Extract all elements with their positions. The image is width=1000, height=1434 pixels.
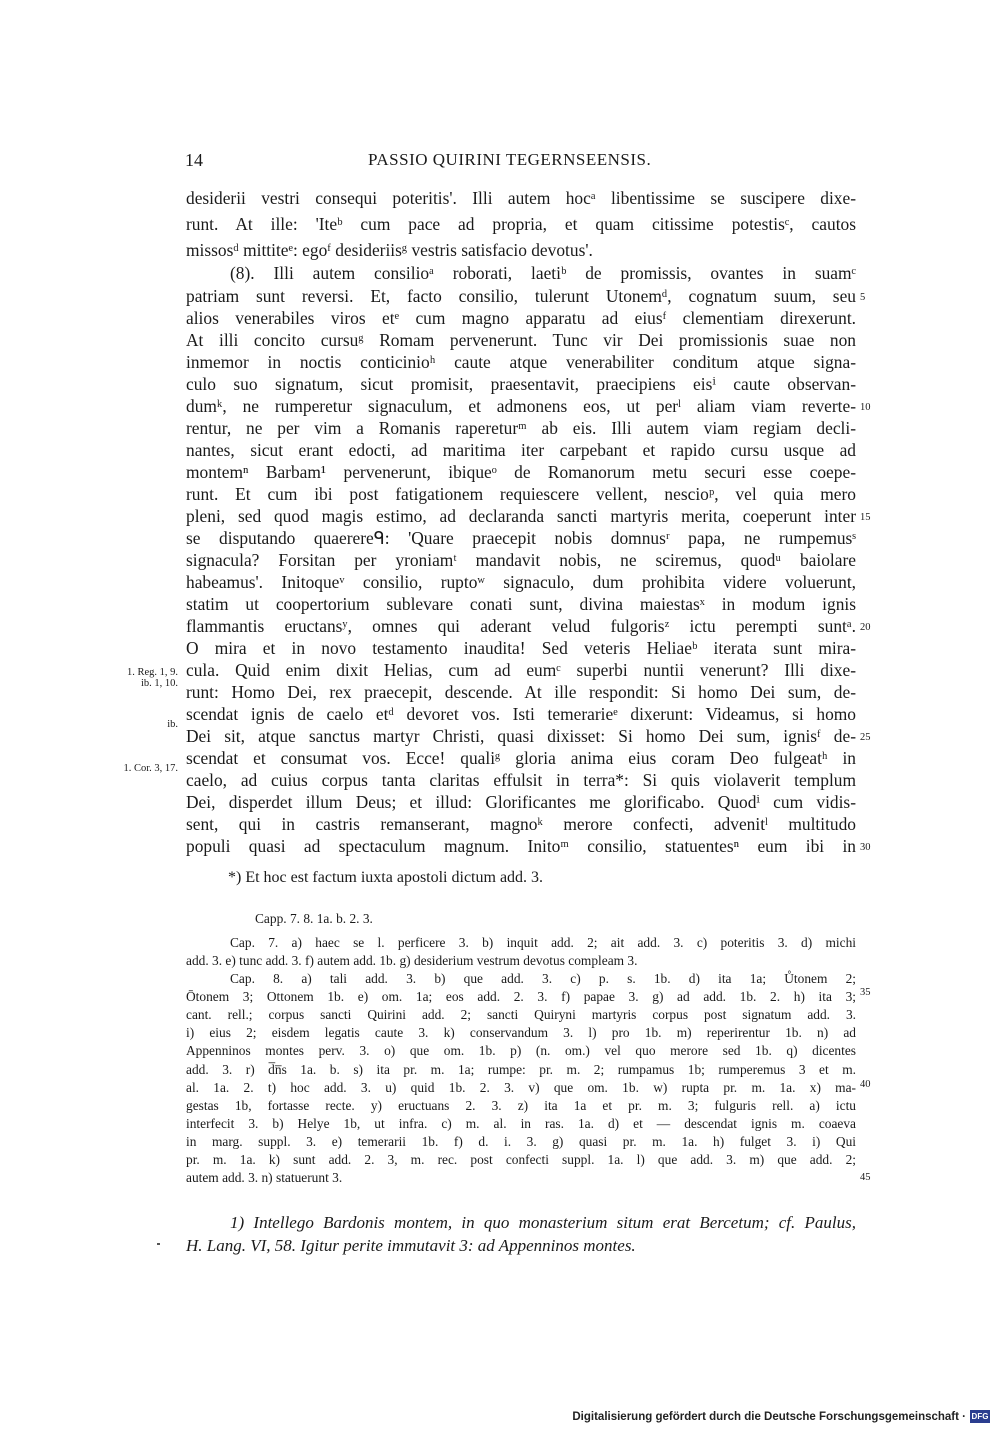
- text-line: pleni, sed quod magis estimo, ad declaranda sancti martyris merita, coeperunt inter: [186, 506, 856, 526]
- text-line: inmemor in noctis conticinioʰ caute atque venerabiliter conditum atque signa-: [186, 352, 856, 372]
- line-number: 15: [860, 512, 871, 523]
- text-line: desiderii vestri consequi poteritis'. Illi autem hocᵃ libentissime se suscipere dixe-: [186, 188, 856, 208]
- line-number: 10: [860, 402, 871, 413]
- text-line: rentur, ne per vim a Romanis rapereturᵐ ab eis. Illi autem viam regiam decli-: [186, 418, 856, 438]
- apparatus-line: add. 3. e) tunc add. 3. f) autem add. 1b. g) desiderium vestrum devotus compleam 3.: [186, 953, 638, 968]
- margin-note: 1. Cor. 3, 17.: [123, 763, 178, 774]
- text-line: populi quasi ad spectaculum magnum. Initoᵐ consilio, statuentesⁿ eum ibi in: [186, 836, 856, 856]
- text-line: patriam sunt reversi. Et, facto consilio, tulerunt Utonemᵈ, cognatum suum, seu: [186, 286, 856, 306]
- apparatus-line: cant. rell.; corpus sancti Quirini add. 2; sancti Quiryni martyris corpus post signatum add. 3.: [186, 1007, 856, 1022]
- text-line: culo suo signatum, sicut promisit, praesentavit, praecipiens eisⁱ caute observan-: [186, 374, 856, 394]
- apparatus-line: interfecit 3. b) Helye 1b, ut infra. c) m. al. in ras. 1a. d) et — descendat ignis m. coaeva: [186, 1116, 856, 1131]
- digitization-credit: Digitalisierung gefördert durch die Deutsche Forschungsgemeinschaft ·: [572, 1411, 966, 1423]
- apparatus-line: al. 1a. 2. t) hoc add. 3. u) quid 1b. 2. 3. v) que om. 1b. w) rupta pr. m. 1a. x) ma-: [186, 1080, 856, 1095]
- margin-mark: [157, 1243, 160, 1245]
- page-number: 14: [185, 150, 203, 170]
- line-number: 40: [860, 1079, 871, 1090]
- text-line: habeamus'. Initoqueᵛ consilio, ruptoʷ signaculo, dum prohibita videre voluerunt,: [186, 572, 856, 592]
- text-line: caelo, ad cuius corpus tanta claritas effulsit in terra*: Si quis violaverit templum: [186, 770, 856, 790]
- text-line: cula. Quid enim dixit Helias, cum ad eumᶜ superbi nuntii venerunt? Illi dixe-: [186, 660, 856, 680]
- footnote-line: 1) Intellego Bardonis montem, in quo monasterium situm erat Bercetum; cf. Paulus,: [230, 1213, 856, 1232]
- line-number: 25: [860, 732, 871, 743]
- apparatus-line: add. 3. r) d̅n̅s 1a. b. s) ita pr. m. 1a; rumpe: pr. m. 2; rumpamus 1b; rumperemus 3 et m.: [186, 1062, 856, 1077]
- text-line: dumᵏ, ne rumperetur signaculum, et admonens eos, ut perˡ aliam viam reverte-: [186, 396, 856, 416]
- margin-note: ib.: [167, 719, 178, 730]
- apparatus-line: in marg. suppl. 3. e) temerarii 1b. f) d. i. 3. g) quasi pr. m. 1a. h) fulget 3. i) Qui: [186, 1134, 856, 1149]
- margin-note: 1. Reg. 1, 9.: [126, 667, 178, 678]
- line-number: 20: [860, 622, 871, 633]
- apparatus-line: Appenninos montes perv. 3. o) que om. 1b. p) (n. om.) vel quo merore sed 1b. q) dicentes: [186, 1043, 856, 1058]
- apparatus-line: Ōtonem 3; Ottonem 1b. e) om. 1a; eos add. 2. 3. f) papae 3. g) ad add. 1b. 2. h) ita 3;: [186, 989, 856, 1004]
- apparatus-line: Cap. 7. a) haec se l. perficere 3. b) inquit add. 2; ait add. 3. c) poteritis 3. d) michi: [230, 935, 856, 950]
- apparatus-line: i) eius 2; eisdem legatis caute 3. k) conservandum 3. l) pro 1b. m) reperirentur 1b. n) ad: [186, 1025, 856, 1040]
- apparatus-line: Capp. 7. 8. 1a. b. 2. 3.: [255, 911, 373, 926]
- text-line: montemⁿ Barbam¹ pervenerunt, ibiqueᵒ de Romanorum metu securi esse coepe-: [186, 462, 856, 482]
- text-line: Dei sit, atque sanctus martyr Christi, quasi dixisset: Si homo Dei sum, ignisᶠ de-: [186, 726, 856, 746]
- text-line: flammantis eructansʸ, omnes qui aderant velud fulgorisᶻ ictu perempti suntᵃ.: [186, 616, 856, 636]
- running-title: PASSIO QUIRINI TEGERNSEENSIS.: [368, 150, 652, 169]
- apparatus-line: pr. m. 1a. k) sunt add. 2. 3, m. rec. post confecti suppl. 1a. l) que add. 3. m) que add. 2;: [186, 1152, 856, 1167]
- text-line: se disputando quaerereᑫ: 'Quare praecepit nobis domnusʳ papa, ne rumpemusˢ: [186, 528, 856, 548]
- text-line: sent, qui in castris remanserant, magnoᵏ merore confecti, advenitˡ multitudo: [186, 814, 856, 834]
- text-line: nantes, sicut erant edocti, ad maritima iter carpebant et rapido cursu usque ad: [186, 440, 856, 460]
- line-number: 35: [860, 987, 871, 998]
- text-line: (8). Illi autem consilioᵃ roborati, laetiᵇ de promissis, ovantes in suamᶜ: [230, 263, 856, 283]
- text-line: Dei, disperdet illum Deus; et illud: Glorificantes me glorificabo. Quodⁱ cum vidis-: [186, 792, 856, 812]
- dfg-logo: DFG: [971, 1412, 989, 1421]
- line-number: 45: [860, 1172, 871, 1183]
- footnote-line: H. Lang. VI, 58. Igitur perite immutavit 3: ad Appenninos montes.: [186, 1236, 636, 1255]
- text-line: runt: Homo Dei, rex praecepit, descende. At ille respondit: Si homo Dei sum, de-: [186, 682, 856, 702]
- apparatus-line: autem add. 3. n) statuerunt 3.: [186, 1170, 343, 1185]
- text-line: runt. At ille: 'Iteᵇ cum pace ad propria, et quam citissime potestisᶜ, cautos: [186, 214, 856, 234]
- text-line: alios venerabiles viros etᵉ cum magno apparatu ad eiusᶠ clementiam direxerunt.: [186, 308, 856, 328]
- text-line: At illi concito cursuᵍ Romam pervenerunt. Tunc vir Dei promissionis suae non: [186, 330, 856, 350]
- line-number: 30: [860, 842, 871, 853]
- text-line: missosᵈ mittiteᵉ: egoᶠ desideriisᵍ vestris satisfacio devotus'.: [186, 240, 593, 260]
- apparatus-line: gestas 1b, fortasse recte. y) eructuans 2. 3. z) ita 1a et pr. m. 3; fulguris rell. a) ictu: [186, 1098, 856, 1113]
- footnote-star: *) Et hoc est factum iuxta apostoli dictum add. 3.: [228, 869, 544, 886]
- text-line: statim ut coopertorium sublevare conati sunt, divina maiestasˣ in modum ignis: [186, 594, 856, 614]
- line-number: 5: [860, 292, 866, 303]
- text-line: runt. Et cum ibi post fatigationem requiescere vellent, nescioᵖ, vel quia mero: [186, 484, 856, 504]
- text-line: scendat et consumat vos. Ecce! qualiᵍ gloria anima eius coram Deo fulgeatʰ in: [186, 748, 856, 768]
- margin-note: ib. 1, 10.: [140, 678, 178, 689]
- text-line: signacula? Forsitan per yroniamᵗ mandavit nobis, ne sciremus, quodᵘ baiolare: [186, 550, 856, 570]
- text-line: scendat ignis de caelo etᵈ devoret vos. Isti temerarieᵉ dixerunt: Videamus, si homo: [186, 704, 856, 724]
- apparatus-line: Cap. 8. a) tali add. 3. b) que add. 3. c) p. s. 1b. d) ita 1a; Ůtonem 2;: [230, 971, 856, 986]
- text-line: O mira et in novo testamento inaudita! Sed veteris Heliaeᵇ iterata sunt mira-: [186, 638, 856, 658]
